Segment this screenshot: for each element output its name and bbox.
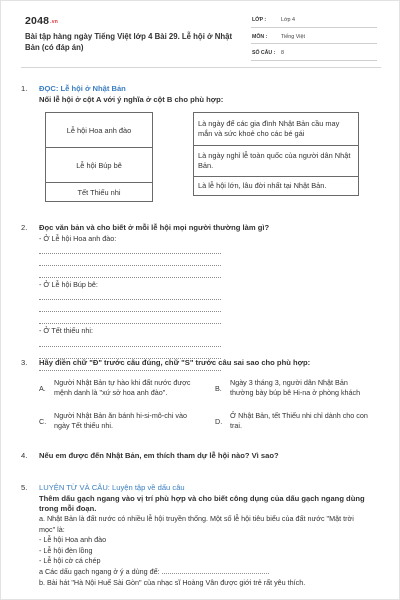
column-a-cell[interactable]: Lễ hội Hoa anh đào xyxy=(45,112,153,148)
option-text: Ở Nhật Bản, tết Thiếu nhi chỉ dành cho con trai. xyxy=(230,411,368,431)
meta-key: LỚP : xyxy=(252,17,267,23)
option-d[interactable] xyxy=(215,411,375,435)
answer-line[interactable] xyxy=(39,314,221,324)
answer-line[interactable] xyxy=(39,256,221,266)
column-b-cell[interactable]: Là ngày nghỉ lễ toàn quốc của người dân Nhật Bản. xyxy=(193,145,359,177)
option-letter: C. xyxy=(39,417,47,426)
exercise-answer-line[interactable]: a Các dấu gạch ngang ở ý a dùng để: ...................................................... xyxy=(39,566,270,576)
meta-key: MÔN : xyxy=(252,33,268,40)
question-prompt: Hãy điền chữ "Đ" trước câu đúng, chữ "S" trước câu sai sao cho phù hợp: xyxy=(39,358,311,367)
question-text xyxy=(39,483,377,515)
answer-line[interactable] xyxy=(39,244,221,254)
option-text: Ngày 3 tháng 3, người dân Nhật Bản thường bày búp bê Hi-na ở phòng khách xyxy=(230,378,361,398)
answer-line[interactable] xyxy=(39,302,221,312)
question-number: 2. xyxy=(21,223,28,232)
answer-line[interactable] xyxy=(39,268,221,278)
section-heading: ĐỌC: Lễ hội ở Nhật Bản xyxy=(39,84,126,93)
column-a-cell[interactable]: Tết Thiếu nhi xyxy=(45,182,153,202)
option-letter: B. xyxy=(215,384,222,393)
question-number: 5. xyxy=(21,483,28,492)
meta-count-row xyxy=(251,48,377,61)
column-a-cell[interactable]: Lễ hội Búp bê xyxy=(45,147,153,183)
answer-label: - Ở Lễ hội Hoa anh đào: xyxy=(39,234,117,243)
question-number: 4. xyxy=(21,451,28,460)
question-prompt: Thêm dấu gạch ngang vào vị trí phù hợp và cho biết công dụng của dấu gạch ngang dùng trong mỗi đoạn. xyxy=(39,493,365,514)
exercise-line: b. Bài hát "Hà Nội Huế Sài Gòn" của nhạc sĩ Hoàng Vân được giới trẻ rất yêu thích. xyxy=(39,577,306,587)
exercise-body xyxy=(39,514,359,588)
question-number: 3. xyxy=(21,358,28,367)
answer-area xyxy=(39,234,357,373)
document-title: Bài tập hàng ngày Tiếng Việt lớp 4 Bài 29. Lễ hội ở Nhật Bản (có đáp án) xyxy=(25,32,233,52)
option-text: Người Nhật Bản tự hào khi đất nước được mệnh danh là "xứ sở hoa anh đào". xyxy=(54,378,191,398)
site-logo[interactable] xyxy=(25,15,58,27)
option-a[interactable] xyxy=(39,378,199,402)
exercise-line: a. Nhật Bản là đất nước có nhiều lễ hội truyền thống. Một số lễ hội tiêu biểu của đất nước "Mặt trời mọc" là: xyxy=(39,514,354,534)
column-b-cell[interactable]: Là lễ hội lớn, lâu đời nhất tại Nhật Bản. xyxy=(193,176,359,196)
option-letter: D. xyxy=(215,417,223,426)
meta-key: SỐ CÂU : xyxy=(252,50,276,56)
exercise-line: - Lễ hội cờ cá chép xyxy=(39,556,101,566)
meta-value: Tiếng Việt xyxy=(281,33,305,40)
question-text xyxy=(39,84,377,105)
answer-line[interactable] xyxy=(39,337,221,347)
section-heading: LUYỆN TỪ VÀ CÂU: Luyện tập về dấu câu xyxy=(39,483,185,492)
option-text: Người Nhật Bản ăn bánh hi-si-mô-chi vào ngày Tết thiếu nhi. xyxy=(54,411,187,431)
logo-text: 2048 xyxy=(25,15,50,27)
question-prompt: Nếu em được đến Nhật Bản, em thích tham dự lễ hội nào? Vì sao? xyxy=(39,451,279,460)
header-divider xyxy=(21,67,381,68)
answer-line[interactable] xyxy=(39,290,221,300)
meta-class-row xyxy=(251,15,377,28)
option-letter: A. xyxy=(39,384,46,393)
logo-suffix: .vn xyxy=(50,19,58,25)
meta-subject-row xyxy=(251,32,377,45)
exercise-line: - Lễ hội đèn lồng xyxy=(39,545,93,555)
column-b-cell[interactable]: Là ngày để các gia đình Nhật Bản cầu may mắn và sức khoẻ cho các bé gái xyxy=(193,112,359,146)
meta-value: Lớp 4 xyxy=(281,17,296,23)
exercise-line: - Lễ hội Hoa anh đào xyxy=(39,535,107,545)
question-prompt: Nối lễ hội ở cột A với ý nghĩa ở cột B cho phù hợp: xyxy=(39,94,224,104)
answer-label: - Ở Tết thiếu nhi: xyxy=(39,326,93,336)
option-b[interactable] xyxy=(215,378,375,402)
meta-value: 8 xyxy=(281,50,284,56)
option-c[interactable] xyxy=(39,411,199,435)
answer-label: - Ở Lễ hội Búp bê: xyxy=(39,280,98,290)
worksheet-header xyxy=(25,15,377,63)
worksheet-meta xyxy=(251,15,377,65)
question-prompt: Đọc văn bản và cho biết ở mỗi lễ hội mọi người thường làm gì? xyxy=(39,223,270,232)
question-number: 1. xyxy=(21,84,28,93)
